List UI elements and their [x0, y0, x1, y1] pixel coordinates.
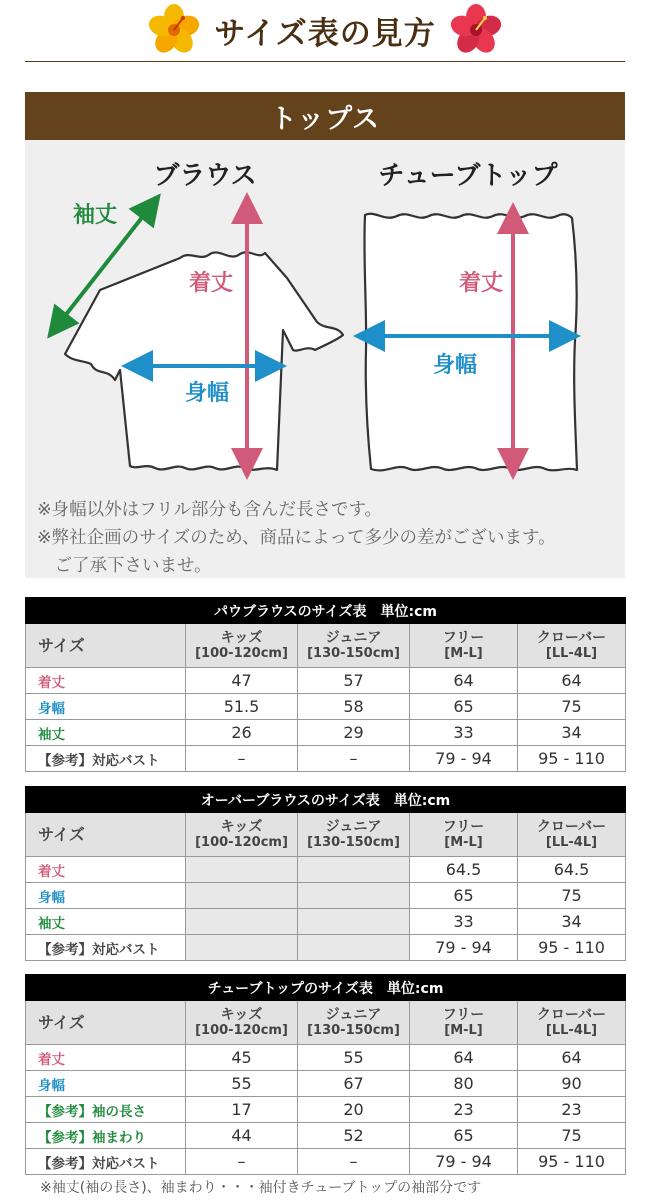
- table-cell: 34: [518, 909, 626, 935]
- column-size-range: [LL-4L]: [545, 645, 598, 661]
- table-cell: 20: [298, 1097, 410, 1123]
- table-cell: 65: [410, 1123, 518, 1149]
- table-cell: 95 - 110: [518, 1149, 626, 1175]
- table-caption: オーバーブラウスのサイズ表 単位:cm: [26, 787, 626, 813]
- column-size-range: [100-120cm]: [195, 834, 288, 850]
- section-title: トップス: [269, 103, 381, 135]
- table-cell: 33: [410, 909, 518, 935]
- table-cell: 17: [186, 1097, 298, 1123]
- column-size-range: [130-150cm]: [307, 645, 400, 661]
- table-cell: 23: [518, 1097, 626, 1123]
- column-header: [410, 813, 518, 857]
- size-table-pau-blouse: [25, 597, 626, 772]
- column-size-range: [130-150cm]: [307, 1022, 400, 1038]
- column-header: [298, 813, 410, 857]
- table-cell: 79 - 94: [410, 1149, 518, 1175]
- table-row: [26, 1097, 626, 1123]
- table-cell: 65: [410, 694, 518, 720]
- size-table-tube-top: [25, 974, 626, 1175]
- row-label: 着丈: [26, 1045, 186, 1071]
- table-cell: 58: [298, 694, 410, 720]
- column-header: [518, 624, 626, 668]
- table-cell: [298, 857, 410, 883]
- column-size-range: [LL-4L]: [545, 834, 598, 850]
- row-label: 【参考】袖の長さ: [26, 1097, 186, 1123]
- table-cell: 47: [186, 668, 298, 694]
- hibiscus-yellow-icon: [148, 4, 200, 56]
- table-cell: 79 - 94: [410, 746, 518, 772]
- table-cell: [186, 883, 298, 909]
- table-cell: [298, 883, 410, 909]
- table-cell: 79 - 94: [410, 935, 518, 961]
- table-header-row: [26, 813, 626, 857]
- table-row: [26, 694, 626, 720]
- tube-width-label: 身幅: [432, 353, 478, 378]
- column-header: [518, 813, 626, 857]
- row-label: 【参考】対応バスト: [26, 935, 186, 961]
- note-line: ご了承下さいませ。: [37, 556, 212, 576]
- table-header-row: [26, 1001, 626, 1045]
- row-label: 身幅: [26, 1071, 186, 1097]
- table-cell: [186, 935, 298, 961]
- table-cell: 45: [186, 1045, 298, 1071]
- table-cell: –: [186, 1149, 298, 1175]
- table-row: [26, 720, 626, 746]
- column-size-range: [100-120cm]: [195, 1022, 288, 1038]
- table-header-row: [26, 624, 626, 668]
- column-header: [186, 813, 298, 857]
- table-row: [26, 668, 626, 694]
- table-caption-row: [26, 598, 626, 624]
- table-cell: 64.5: [518, 857, 626, 883]
- tube-title: チューブトップ: [378, 161, 558, 191]
- table-cell: 64.5: [410, 857, 518, 883]
- column-header: [186, 1001, 298, 1045]
- table-cell: 75: [518, 883, 626, 909]
- column-size-range: [130-150cm]: [307, 834, 400, 850]
- table-cell: [298, 909, 410, 935]
- row-label: 【参考】袖まわり: [26, 1123, 186, 1149]
- row-label: 袖丈: [26, 909, 186, 935]
- table-cell: 29: [298, 720, 410, 746]
- column-size-range: [LL-4L]: [545, 1022, 598, 1038]
- row-label: 着丈: [26, 668, 186, 694]
- table-row: [26, 1123, 626, 1149]
- table-row: [26, 883, 626, 909]
- page-header: [0, 0, 650, 60]
- table-cell: 95 - 110: [518, 746, 626, 772]
- column-name: キッズ: [220, 1006, 263, 1023]
- table-cell: 57: [298, 668, 410, 694]
- table-cell: [186, 909, 298, 935]
- table-row: [26, 1149, 626, 1175]
- column-name: キッズ: [220, 629, 263, 646]
- table-row: [26, 857, 626, 883]
- table-cell: [298, 935, 410, 961]
- column-header: [298, 1001, 410, 1045]
- table-cell: 34: [518, 720, 626, 746]
- table-cell: 23: [410, 1097, 518, 1123]
- column-name: フリー: [442, 1006, 485, 1023]
- table-cell: 52: [298, 1123, 410, 1149]
- row-label: 身幅: [26, 883, 186, 909]
- table-caption: パウブラウスのサイズ表 単位:cm: [26, 598, 626, 624]
- footnote: ※袖丈(袖の長さ)、袖まわり・・・袖付きチューブトップの袖部分です: [40, 1180, 482, 1196]
- blouse-length-label: 着丈: [188, 271, 234, 296]
- hibiscus-red-icon: [450, 4, 502, 56]
- table-row: [26, 1071, 626, 1097]
- column-header: [410, 1001, 518, 1045]
- page-title: サイズ表の見方: [214, 15, 436, 52]
- table-cell: [186, 857, 298, 883]
- column-name: キッズ: [220, 818, 263, 835]
- column-name: クローバー: [536, 629, 607, 646]
- table-cell: –: [186, 746, 298, 772]
- column-size-range: [M-L]: [444, 1022, 483, 1038]
- table-row: [26, 909, 626, 935]
- table-cell: 67: [298, 1071, 410, 1097]
- tube-top-outline: [364, 214, 577, 471]
- table-cell: 55: [186, 1071, 298, 1097]
- table-cell: 64: [410, 1045, 518, 1071]
- column-name: クローバー: [536, 818, 607, 835]
- row-label: 【参考】対応バスト: [26, 1149, 186, 1175]
- column-name: ジュニア: [325, 1006, 382, 1023]
- column-size-range: [100-120cm]: [195, 645, 288, 661]
- row-label: 着丈: [26, 857, 186, 883]
- size-table-over-blouse: [25, 786, 626, 961]
- column-header: [298, 624, 410, 668]
- column-header: [186, 624, 298, 668]
- tops-illustration-panel: [25, 92, 625, 578]
- table-cell: 64: [518, 1045, 626, 1071]
- column-size-range: [M-L]: [444, 645, 483, 661]
- column-name: フリー: [442, 629, 485, 646]
- table-cell: 90: [518, 1071, 626, 1097]
- table-cell: –: [298, 1149, 410, 1175]
- header-size-label: サイズ: [26, 624, 186, 668]
- table-cell: 51.5: [186, 694, 298, 720]
- note-line: ※身幅以外はフリル部分も含んだ長さです。: [37, 500, 383, 520]
- blouse-width-label: 身幅: [184, 381, 230, 406]
- table-cell: 65: [410, 883, 518, 909]
- sleeve-label: 袖丈: [72, 203, 118, 228]
- tube-length-label: 着丈: [458, 271, 504, 296]
- table-row: [26, 935, 626, 961]
- table-cell: 26: [186, 720, 298, 746]
- title-divider: [25, 61, 625, 62]
- table-cell: 64: [518, 668, 626, 694]
- header-size-label: サイズ: [26, 813, 186, 857]
- table-cell: –: [298, 746, 410, 772]
- garment-diagram: [25, 140, 625, 480]
- header-size-label: サイズ: [26, 1001, 186, 1045]
- table-cell: 75: [518, 1123, 626, 1149]
- table-cell: 95 - 110: [518, 935, 626, 961]
- table-cell: 80: [410, 1071, 518, 1097]
- blouse-title: ブラウス: [153, 161, 257, 191]
- column-name: ジュニア: [325, 818, 382, 835]
- column-header: [518, 1001, 626, 1045]
- table-row: [26, 1045, 626, 1071]
- row-label: 身幅: [26, 694, 186, 720]
- table-cell: 55: [298, 1045, 410, 1071]
- table-cell: 75: [518, 694, 626, 720]
- table-caption-row: [26, 787, 626, 813]
- table-cell: 33: [410, 720, 518, 746]
- column-header: [410, 624, 518, 668]
- row-label: 袖丈: [26, 720, 186, 746]
- note-line: ※弊社企画のサイズのため、商品によって多少の差がございます。: [37, 528, 556, 548]
- table-row: [26, 746, 626, 772]
- row-label: 【参考】対応バスト: [26, 746, 186, 772]
- table-caption-row: [26, 975, 626, 1001]
- table-caption: チューブトップのサイズ表 単位:cm: [26, 975, 626, 1001]
- column-size-range: [M-L]: [444, 834, 483, 850]
- column-name: ジュニア: [325, 629, 382, 646]
- table-cell: 64: [410, 668, 518, 694]
- table-cell: 44: [186, 1123, 298, 1149]
- section-header: [25, 92, 625, 140]
- column-name: フリー: [442, 818, 485, 835]
- column-name: クローバー: [536, 1006, 607, 1023]
